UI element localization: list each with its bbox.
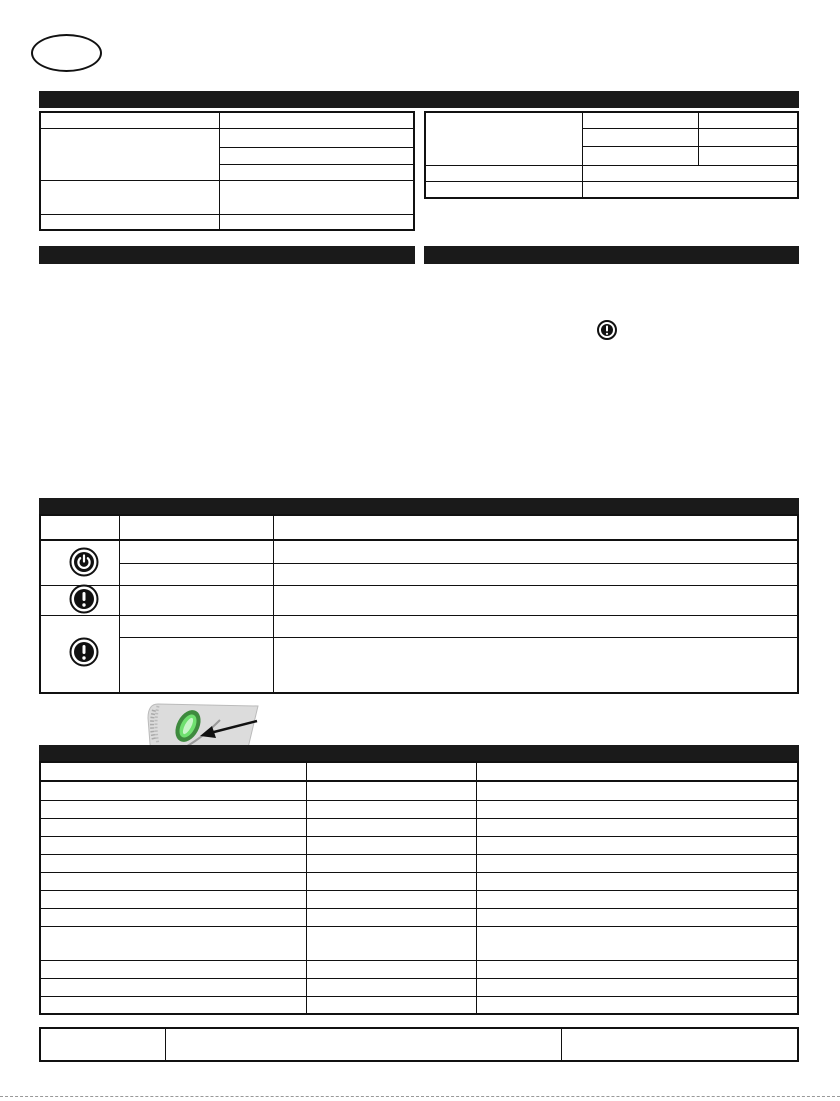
table-row: [426, 165, 797, 166]
power-icon: [69, 547, 99, 577]
table-row: [41, 960, 797, 961]
table-row: [41, 978, 797, 979]
warning-icon: [597, 320, 617, 340]
table-row: [41, 854, 797, 855]
specs-table-left: [39, 111, 415, 231]
table-row: [426, 181, 797, 182]
table-divider: [698, 113, 699, 165]
warning-icon: [69, 584, 99, 614]
table-row: [119, 637, 797, 638]
table-row: [219, 147, 413, 148]
table-row: [41, 818, 797, 819]
table-row: [41, 926, 797, 927]
language-badge: [31, 34, 102, 72]
table-row: [41, 800, 797, 801]
table-row: [41, 585, 797, 586]
table-divider: [582, 113, 583, 197]
table-row: [41, 180, 413, 181]
table-row: [41, 996, 797, 997]
table-header-separator: [41, 539, 797, 541]
specs-table-right: [424, 111, 799, 199]
table-row: [41, 890, 797, 891]
table-row: [41, 836, 797, 837]
page-edge-line: [0, 1096, 840, 1097]
table-row: [582, 128, 797, 129]
table-divider: [561, 1029, 562, 1060]
footer-box: [39, 1027, 799, 1062]
right-section-header-bar: [424, 246, 799, 264]
table-header-separator: [41, 780, 797, 782]
table-divider: [219, 113, 220, 229]
table-divider: [119, 516, 120, 692]
indicator-table: [39, 514, 799, 694]
left-section-header-bar: [39, 246, 415, 264]
table-divider: [273, 516, 274, 692]
indicator-table-header-bar: [39, 498, 799, 515]
led-table-header-bar: [39, 745, 799, 762]
led-table: [39, 761, 799, 1015]
table-row: [582, 146, 797, 147]
table-row: [119, 563, 797, 564]
warning-icon: [69, 637, 99, 667]
table-divider: [165, 1029, 166, 1060]
table-row: [219, 164, 413, 165]
table-row: [41, 214, 413, 215]
table-row: [41, 908, 797, 909]
table-row: [41, 128, 413, 129]
table-row: [41, 615, 797, 616]
table-row: [41, 872, 797, 873]
specs-header-bar: [39, 91, 799, 108]
